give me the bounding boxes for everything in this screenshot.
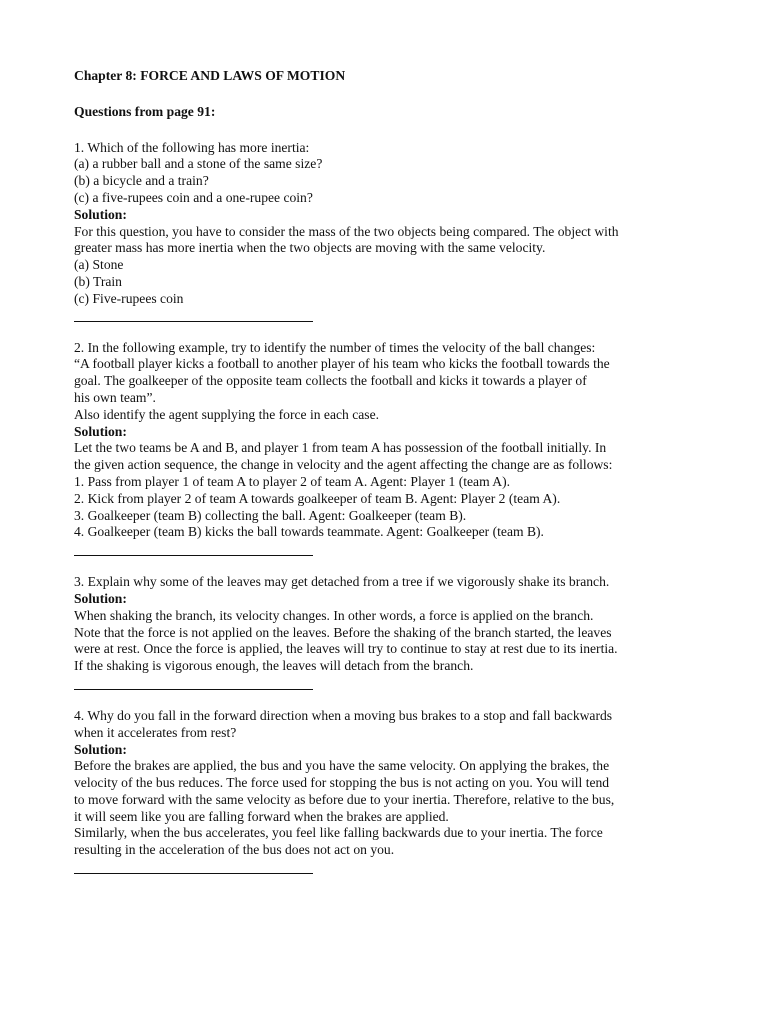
question-2-text-line: goal. The goalkeeper of the opposite team collects the football and kicks it towards a player of [74, 373, 587, 389]
spacer [74, 85, 694, 104]
question-1-answer-b: (b) Train [74, 273, 122, 289]
chapter-title: Chapter 8: FORCE AND LAWS OF MOTION [74, 68, 346, 83]
solution-label: Solution: [74, 590, 127, 606]
question-2-step: 2. Kick from player 2 of team A towards goalkeeper of team B. Agent: Player 2 (team A). [74, 490, 561, 506]
question-1-solution-line: greater mass has more inertia when the two objects are moving with the same velocity. [74, 240, 546, 256]
question-2-step: 4. Goalkeeper (team B) kicks the ball towards teammate. Agent: Goalkeeper (team B). [74, 524, 544, 540]
question-2-text-line: 2. In the following example, try to identify the number of times the velocity of the ball changes: [74, 339, 596, 355]
spacer [74, 556, 694, 574]
question-4-block [74, 708, 694, 874]
question-4-text-line: 4. Why do you fall in the forward direction when a moving bus brakes to a stop and fall backwards [74, 707, 613, 723]
question-1-solution-line: For this question, you have to consider the mass of the two objects being compared. The object with [74, 223, 619, 239]
question-4-solution-line: it will seem like you are falling forward when the brakes are applied. [74, 808, 449, 824]
question-4-solution-line: Before the brakes are applied, the bus and you have the same velocity. On applying the brakes, the [74, 758, 610, 774]
question-2-text-line: “A football player kicks a football to another player of his team who kicks the football towards the [74, 356, 610, 372]
question-2-text-line: his own team”. [74, 389, 156, 405]
question-1-option-c: (c) a five-rupees coin and a one-rupee coin? [74, 189, 313, 205]
question-1-option-b: (b) a bicycle and a train? [74, 173, 209, 189]
question-1-text: 1. Which of the following has more inertia: [74, 139, 310, 155]
spacer [74, 690, 694, 708]
question-1-block [74, 140, 694, 322]
question-3-solution-line: If the shaking is vigorous enough, the leaves will detach from the branch. [74, 658, 474, 674]
separator-rule [74, 873, 313, 874]
spacer [74, 322, 694, 340]
question-4-solution-line: resulting in the acceleration of the bus does not act on you. [74, 842, 395, 858]
question-3-solution-line: were at rest. Once the force is applied, the leaves will try to continue to stay at rest due to its inertia. [74, 641, 618, 657]
question-2-step: 3. Goalkeeper (team B) collecting the ball. Agent: Goalkeeper (team B). [74, 507, 467, 523]
question-3-text: 3. Explain why some of the leaves may get detached from a tree if we vigorously shake its branch. [74, 574, 610, 590]
question-1-answer-c: (c) Five-rupees coin [74, 290, 184, 306]
question-4-text-line: when it accelerates from rest? [74, 724, 237, 740]
question-4-solution-line: to move forward with the same velocity as before due to your inertia. Therefore, relative to the bus, [74, 791, 615, 807]
document-page [74, 68, 694, 874]
solution-label: Solution: [74, 741, 127, 757]
spacer [74, 121, 694, 140]
question-1-option-a: (a) a rubber ball and a stone of the same size? [74, 156, 323, 172]
question-2-solution-line: Let the two teams be A and B, and player 1 from team A has possession of the football initially. In [74, 440, 607, 456]
question-2-solution-line: the given action sequence, the change in velocity and the agent affecting the change are as follows: [74, 457, 613, 473]
question-1-answer-a: (a) Stone [74, 257, 124, 273]
question-2-text-line: Also identify the agent supplying the force in each case. [74, 406, 380, 422]
section-title: Questions from page 91: [74, 103, 216, 119]
question-2-step: 1. Pass from player 1 of team A to player 2 of team A. Agent: Player 1 (team A). [74, 473, 511, 489]
question-3-block [74, 574, 694, 690]
solution-label: Solution: [74, 423, 127, 439]
question-2-block [74, 340, 694, 557]
question-3-solution-line: When shaking the branch, its velocity changes. In other words, a force is applied on the branch. [74, 607, 594, 623]
question-4-solution-line: Similarly, when the bus accelerates, you feel like falling backwards due to your inertia. The force [74, 825, 603, 841]
solution-label: Solution: [74, 206, 127, 222]
question-3-solution-line: Note that the force is not applied on the leaves. Before the shaking of the branch started, the leaves [74, 624, 612, 640]
question-4-solution-line: velocity of the bus reduces. The force used for stopping the bus is not acting on you. You will tend [74, 775, 610, 791]
